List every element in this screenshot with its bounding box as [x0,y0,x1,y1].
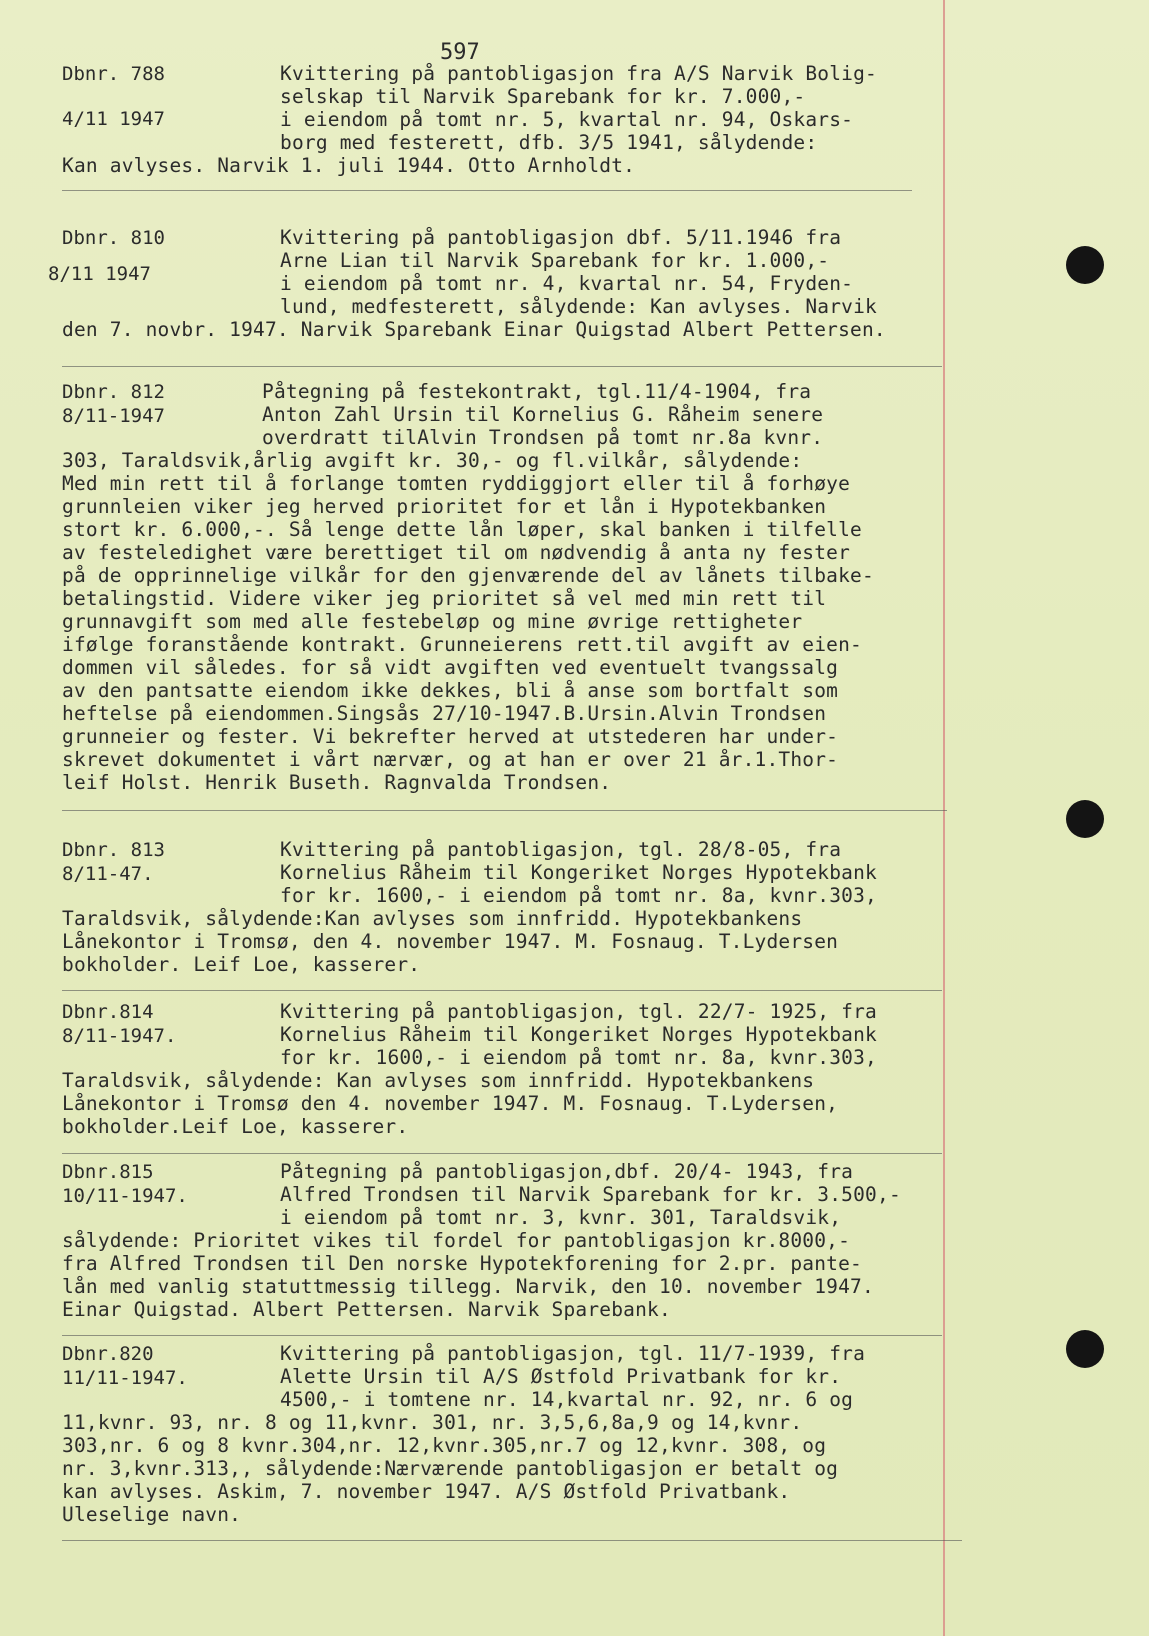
entry-line: heftelse på eiendommen.Singsås 27/10-1947.B.Ursin.Alvin Trondsen [62,702,827,725]
divider [62,1540,962,1541]
entry-line: lån med vanlig statuttmessig tillegg. Narvik, den 10. november 1947. [62,1275,874,1298]
entry-id: Dbnr.820 [62,1343,154,1365]
entry-line: grunneier og fester. Vi bekrefter herved at utstederen har under- [62,725,839,748]
entry-line: Alette Ursin til A/S Østfold Privatbank for kr. [280,1365,842,1388]
entry-date: 8/11-47. [62,863,154,885]
entry-line: bokholder.Leif Loe, kasserer. [62,1115,409,1138]
entry-date: 11/11-1947. [62,1367,188,1389]
entry-line: dommen vil således. for så vidt avgiften ved eventuelt tvangssalg [62,656,839,679]
entry-line: av festeledighet være berettiget til om nødvendig å anta ny fester [62,541,851,564]
entry-line: den 7. novbr. 1947. Narvik Sparebank Einar Quigstad Albert Pettersen. [62,318,886,341]
entry-line: Einar Quigstad. Albert Pettersen. Narvik Sparebank. [62,1298,671,1321]
entry-line: Anton Zahl Ursin til Kornelius G. Råheim senere [262,403,824,426]
entry-line: Kvittering på pantobligasjon dbf. 5/11.1946 fra [280,226,842,249]
entry-line: på de opprinnelige vilkår for den gjenværende del av lånets tilbake- [62,564,874,587]
divider [62,990,942,991]
entry-line: i eiendom på tomt nr. 4, kvartal nr. 54, Fryden- [280,272,854,295]
entry-line: 4500,- i tomtene nr. 14,kvartal nr. 92, nr. 6 og [280,1388,854,1411]
entry-id: Dbnr.815 [62,1161,154,1183]
entry-line: ifølge foranstående kontrakt. Grunneierens rett.til avgift av eien- [62,633,862,656]
entry-date: 4/11 1947 [62,108,165,130]
entry-id: Dbnr.814 [62,1001,154,1023]
entry-line: nr. 3,kvnr.313,, sålydende:Nærværende pantobligasjon er betalt og [62,1457,839,1480]
entry-line: skrevet dokumentet i vårt nærvær, og at han er over 21 år.1.Thor- [62,748,839,771]
punch-hole [1066,800,1104,838]
entry-line: Kan avlyses. Narvik 1. juli 1944. Otto Arnholdt. [62,154,636,177]
divider [62,366,942,367]
entry-id: Dbnr. 788 [62,63,165,85]
entry-line: lund, medfesterett, sålydende: Kan avlyses. Narvik [280,295,877,318]
entry-date: 8/11-1947. [62,1025,177,1047]
entry-788 [62,62,992,177]
divider [62,1335,942,1336]
entry-line: grunnleien viker jeg herved prioritet for et lån i Hypotekbanken [62,495,827,518]
entry-line: Lånekontor i Tromsø, den 4. november 1947. M. Fosnaug. T.Lydersen [62,930,839,953]
entry-line: stort kr. 6.000,-. Så lenge dette lån løper, skal banken i tilfelle [62,518,862,541]
entry-line: Kvittering på pantobligasjon fra A/S Narvik Bolig- [280,62,877,85]
entry-813 [62,838,992,976]
entry-line: Påtegning på pantobligasjon,dbf. 20/4- 1943, fra [280,1160,854,1183]
entry-line: Lånekontor i Tromsø den 4. november 1947. M. Fosnaug. T.Lydersen, [62,1092,839,1115]
entry-line: for kr. 1600,- i eiendom på tomt nr. 8a, kvnr.303, [280,1046,877,1069]
entry-812 [62,380,992,794]
entry-date: 8/11-1947 [62,405,165,427]
entry-line: 303,nr. 6 og 8 kvnr.304,nr. 12,kvnr.305,nr.7 og 12,kvnr. 308, og [62,1434,827,1457]
entry-line: overdratt tilAlvin Trondsen på tomt nr.8a kvnr. [262,426,824,449]
entry-line: Taraldsvik, sålydende:Kan avlyses som innfridd. Hypotekbankens [62,907,803,930]
entry-820 [62,1342,992,1526]
entry-id: Dbnr. 810 [62,227,165,249]
entry-id: Dbnr. 813 [62,839,165,861]
entry-line: Påtegning på festekontrakt, tgl.11/4-1904, fra [262,380,812,403]
entry-line: 303, Taraldsvik,årlig avgift kr. 30,- og fl.vilkår, sålydende: [62,449,803,472]
entry-line: i eiendom på tomt nr. 3, kvnr. 301, Taraldsvik, [280,1206,842,1229]
entry-date: 10/11-1947. [62,1185,188,1207]
entry-id: Dbnr. 812 [62,381,165,403]
entry-line: borg med festerett, dfb. 3/5 1941, sålydende: [280,131,818,154]
divider [62,810,947,811]
entry-line: Kornelius Råheim til Kongeriket Norges Hypotekbank [280,861,877,884]
entry-line: Med min rett til å forlange tomten ryddiggjort eller til å forhøye [62,472,851,495]
entry-814 [62,1000,992,1138]
entry-line: kan avlyses. Askim, 7. november 1947. A/S Østfold Privatbank. [62,1480,791,1503]
entry-line: bokholder. Leif Loe, kasserer. [62,953,421,976]
entry-815 [62,1160,992,1321]
punch-hole [1066,1330,1104,1368]
entry-line: av den pantsatte eiendom ikke dekkes, bli å anse som bortfalt som [62,679,839,702]
entry-line: 11,kvnr. 93, nr. 8 og 11,kvnr. 301, nr. 3,5,6,8a,9 og 14,kvnr. [62,1411,803,1434]
page-number: 597 [440,40,480,65]
entry-line: Kornelius Råheim til Kongeriket Norges Hypotekbank [280,1023,877,1046]
entry-line: Taraldsvik, sålydende: Kan avlyses som innfridd. Hypotekbankens [62,1069,815,1092]
entry-line: Kvittering på pantobligasjon, tgl. 22/7- 1925, fra [280,1000,877,1023]
entry-line: fra Alfred Trondsen til Den norske Hypotekforening for 2.pr. pante- [62,1252,862,1275]
entry-line: sålydende: Prioritet vikes til fordel for pantobligasjon kr.8000,- [62,1229,851,1252]
entry-line: grunnavgift som med alle festebeløp og mine øvrige rettigheter [62,610,803,633]
entry-line: Kvittering på pantobligasjon, tgl. 11/7-1939, fra [280,1342,866,1365]
entry-line: Alfred Trondsen til Narvik Sparebank for kr. 3.500,- [280,1183,901,1206]
entry-line: betalingstid. Videre viker jeg prioritet så vel med min rett til [62,587,827,610]
entry-line: i eiendom på tomt nr. 5, kvartal nr. 94, Oskars- [280,108,854,131]
entry-line: leif Holst. Henrik Buseth. Ragnvalda Trondsen. [62,771,612,794]
entry-date: 8/11 1947 [48,263,151,285]
punch-hole [1066,246,1104,284]
divider [62,1153,942,1154]
divider [62,190,912,191]
entry-line: Kvittering på pantobligasjon, tgl. 28/8-05, fra [280,838,842,861]
entry-line: selskap til Narvik Sparebank for kr. 7.000,- [280,85,806,108]
entry-810 [48,226,992,341]
entry-line: for kr. 1600,- i eiendom på tomt nr. 8a, kvnr.303, [280,884,877,907]
entry-line: Arne Lian til Narvik Sparebank for kr. 1.000,- [280,249,830,272]
entry-line: Uleselige navn. [62,1503,242,1526]
